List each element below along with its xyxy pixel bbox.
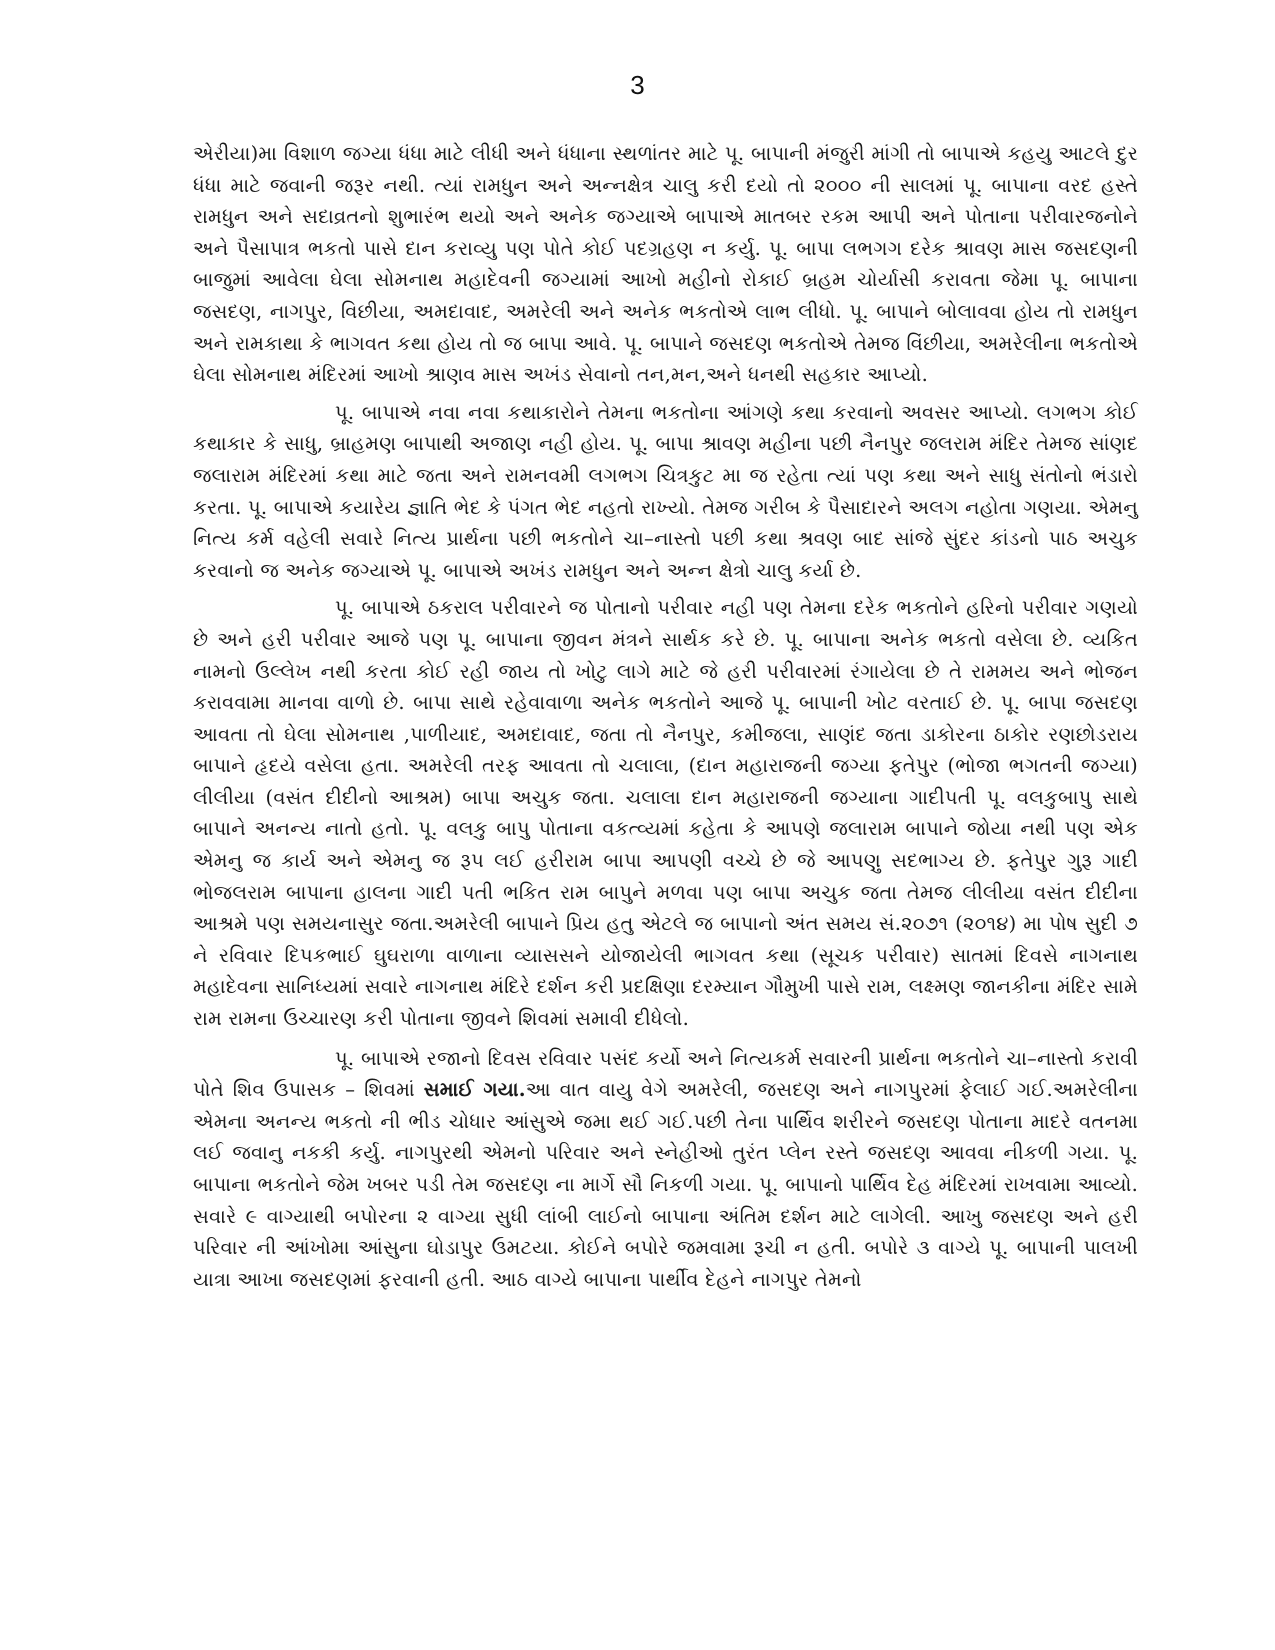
paragraph-4-bold-phrase: સમાઈ ગયા.: [423, 1078, 526, 1102]
paragraph-1: એરીયા)મા વિશાળ જગ્યા ધંધા માટે લીધી અને ધંધાના સ્થળાંતર માટે પૂ. બાપાની મંજુરી માંગી તો બાપાએ કહયુ આટલે દુર ધંધા માટે જવાની જરૂર નથી. ત્યાં રામધુન અને અન્નક્ષેત્ર ચાલુ કરી દયો તો ૨૦૦૦ ની સાલમાં પૂ. બાપાના વરદ હસ્તે રામધુન અને સદાવ્રતનો શુભારંભ થયો અને અનેક જગ્યાએ બાપાએ માતબર રકમ આપી અને પોતાના પરીવારજનોને અને પૈસાપાત્ર ભકતો પાસે દાન કરાવ્યુ પણ પોતે કોઈ પદગ્રહણ ન કર્યુ. પૂ. બાપા લભગગ દરેક શ્રાવણ માસ જસદણની બાજુમાં આવેલા ઘેલા સોમનાથ મહાદેવની જગ્યામાં આખો મહીનો રોકાઈ બ્રહમ ચોર્યાસી કરાવતા જેમા પૂ. બાપાના જસદણ, નાગપુર, વિછીયા, અમદાવાદ, અમરેલી અને અનેક ભકતોએ લાભ લીધો. પૂ. બાપાને બોલાવવા હોય તો રામધુન અને રામકાથા કે ભાગવત કથા હોય તો જ બાપા આવે. પૂ. બાપાને જસદણ ભકતોએ તેમજ વિંછીયા, અમરેલીના ભકતોએ ઘેલા સોમનાથ મંદિરમાં આખો શ્રાણવ માસ અખંડ સેવાનો તન,મન,અને ધનથી સહકાર આપ્યો.: [193, 142, 1138, 387]
paragraph-4-rest: આ વાત વાયુ વેગે અમરેલી, જસદણ અને નાગપુરમાં ફેલાઈ ગઈ.અમરેલીના એમના અનન્ય ભકતો ની ભીડ ચોધાર આંસુએ જમા થઈ ગઈ.પછી તેના પાર્થિવ શરીરને જસદણ પોતાના માદરે વતનમા લઈ જવાનુ નકકી કર્યુ. નાગપુરથી એમનો પરિવાર અને સ્નેહીઓ તુરંત પ્લેન રસ્તે જસદણ આવવા નીકળી ગયા. પૂ. બાપાના ભકતોને જેમ ખબર પડી તેમ જસદણ ના માર્ગે સૌ નિકળી ગયા. પૂ. બાપાનો પાર્થિવ દેહ મંદિરમાં રાખવામા આવ્યો. સવારે ૯ વાગ્યાથી બપોરના ૨ વાગ્યા સુધી લાંબી લાઈનો બાપાના અંતિમ દર્શન માટે લાગેલી. આખુ જસદણ અને હરી પરિવાર ની આંખોમા આંસુના ઘોડાપુર ઉમટયા. કોઈને બપોરે જમવામા રૂચી ન હતી. બપોરે ૩ વાગ્યે પૂ. બાપાની પાલખી યાત્રા આખા જસદણમાં ફરવાની હતી. આઠ વાગ્યે બાપાના પાર્થીવ દેહને નાગપુર તેમનો: [193, 1078, 1138, 1291]
paragraph-4: [193, 1043, 1138, 1296]
paragraph-4-lead: પૂ. બાપાએ રજાનો દિવસ રવિવાર પસંદ કર્યો અને નિત્યકર્મ સવારની પ્રાર્થના ભકતોને ચા–નાસ્તો કરાવી પોતે શિવ ઉપાસક – શિવમાં: [193, 1046, 1138, 1102]
paragraph-3: પૂ. બાપાએ ઠકરાલ પરીવારને જ પોતાનો પરીવાર નહી પણ તેમના દરેક ભકતોને હરિનો પરીવાર ગણયો છે અને હરી પરીવાર આજે પણ પૂ. બાપાના જીવન મંત્રને સાર્થક કરે છે. પૂ. બાપાના અનેક ભકતો વસેલા છે. વ્યકિત નામનો ઉલ્લેખ નથી કરતા કોઈ રહી જાય તો ખોટુ લાગે માટે જે હરી પરીવારમાં રંગાયેલા છે તે રામમય અને ભોજન કરાવવામા માનવા વાળો છે. બાપા સાથે રહેવાવાળા અનેક ભકતોને આજે પૂ. બાપાની ખોટ વરતાઈ છે. પૂ. બાપા જસદણ આવતા તો ઘેલા સોમનાથ ,પાળીયાદ, અમદાવાદ, જતા તો નૈનપુર, કમીજલા, સાણંદ જતા ડાકોરના ઠાકોર રણછોડરાય બાપાને હૃદયે વસેલા હતા. અમરેલી તરફ આવતા તો ચલાલા, (દાન મહારાજની જગ્યા ફતેપુર (ભોજા ભગતની જગ્યા) લીલીયા (વસંત દીદીનો આશ્રમ) બાપા અચુક જતા. ચલાલા દાન મહારાજની જગ્યાના ગાદીપતી પૂ. વલકુબાપુ સાથે બાપાને અનન્ય નાતો હતો. પૂ. વલકુ બાપુ પોતાના વકત્વ્યમાં કહેતા કે આપણે જલારામ બાપાને જોયા નથી પણ એક એમનુ જ કાર્ય અને એમનુ જ રૂપ લઈ હરીરામ બાપા આપણી વચ્ચે છે જે આપણુ સદભાગ્ય છે. ફતેપુર ગુરૂ ગાદી ભોજલરામ બાપાના હાલના ગાદી પતી ભકિત રામ બાપુને મળવા પણ બાપા અચુક જતા તેમજ લીલીયા વસંત દીદીના આશ્રમે પણ સમયનાસુર જતા.અમરેલી બાપાને પ્રિય હતુ એટલે જ બાપાનો અંત સમય સં.૨૦૭૧ (૨૦૧૪) મા પોષ સુદી ૭ ને રવિવાર દિપકભાઈ ઘુઘરાળા વાળાના વ્યાસસને યોજાયેલી ભાગવત કથા (સૂચક પરીવાર) સાતમાં દિવસે નાગનાથ મહાદેવના સાનિધ્યમાં સવારે નાગનાથ મંદિરે દર્શન કરી પ્રદક્ષિણા દરમ્યાન ગૌમુખી પાસે રામ, લક્ષ્મણ જાનકીના મંદિર સામે રામ રામના ઉચ્ચારણ કરી પોતાના જીવને શિવમાં સમાવી દીધેલો.: [193, 596, 1138, 1031]
paragraph-2: પૂ. બાપાએ નવા નવા કથાકારોને તેમના ભકતોના આંગણે કથા કરવાનો અવસર આપ્યો. લગભગ કોઈ કથાકાર કે સાધુ, બ્રાહમણ બાપાથી અજાણ નહી હોય. પૂ. બાપા શ્રાવણ મહીના પછી નૈનપુર જલરામ મંદિર તેમજ સાંણદ જલારામ મંદિરમાં કથા માટે જતા અને રામનવમી લગભગ ચિત્રકુટ મા જ રહેતા ત્યાં પણ કથા અને સાધુ સંતોનો ભંડારો કરતા. પૂ. બાપાએ કયારેય જ્ઞાતિ ભેદ કે પંગત ભેદ નહતો રાખ્યો. તેમજ ગરીબ કે પૈસાદારને અલગ નહોતા ગણયા. એમનુ નિત્ય કર્મ વહેલી સવારે નિત્ય પ્રાર્થના પછી ભકતોને ચા–નાસ્તો પછી કથા શ્રવણ બાદ સાંજે સુંદર કાંડનો પાઠ અચુક કરવાનો જ અનેક જગ્યાએ પૂ. બાપાએ અખંડ રામધુન અને અન્ન ક્ષેત્રો ચાલુ કર્યા છે.: [193, 400, 1138, 582]
body-text: [193, 138, 1138, 1295]
page-number: 3: [630, 70, 645, 100]
